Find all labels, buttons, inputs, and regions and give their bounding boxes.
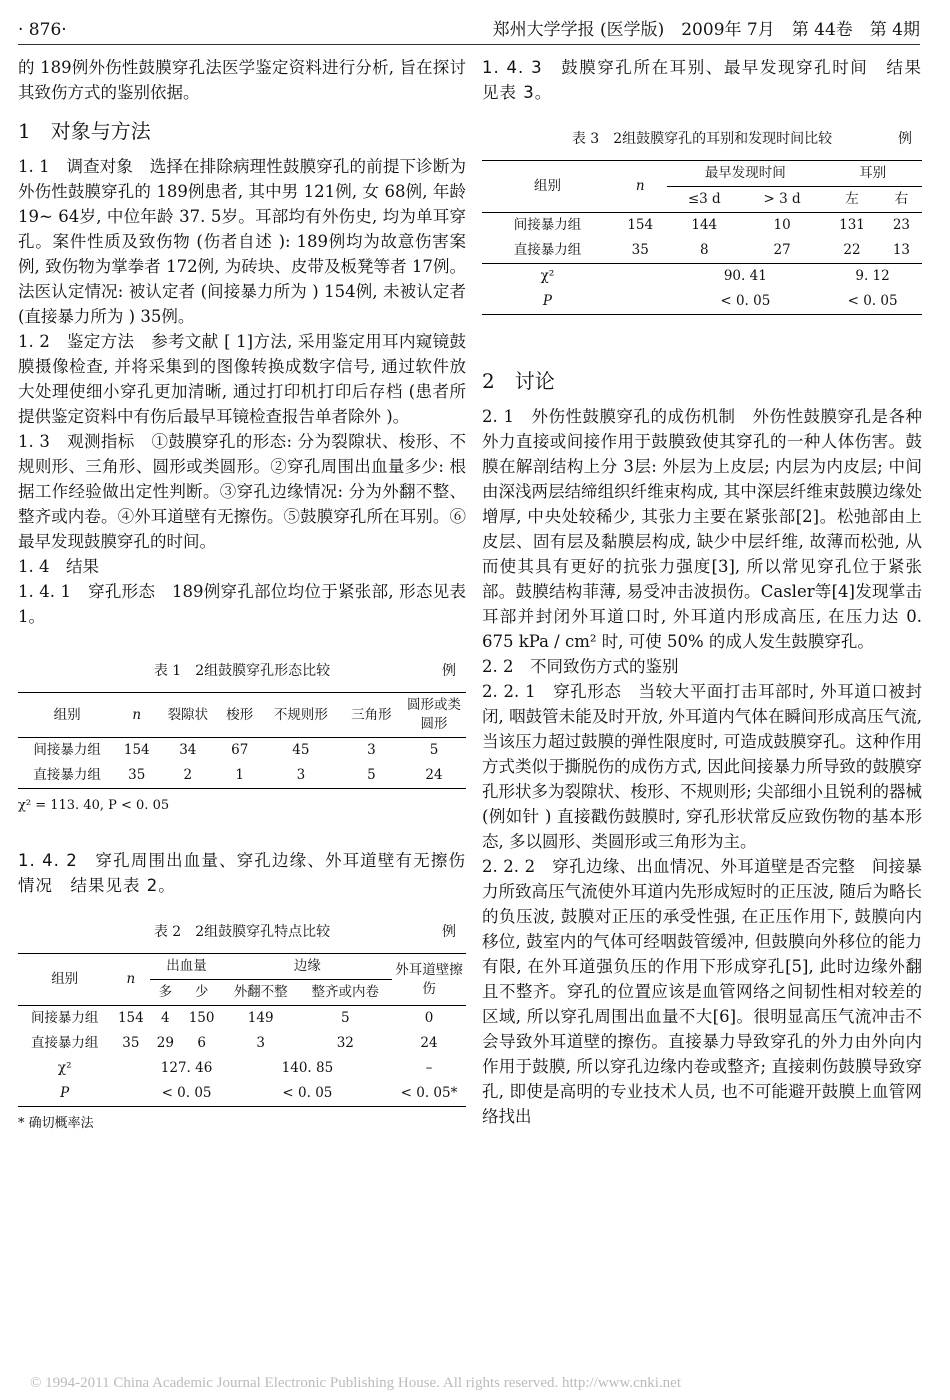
para-2-2-1: 2. 2. 1 穿孔形态 当较大平面打击耳部时, 外耳道口被封闭, 咽鼓管未能及时开放, 外耳道内气体在瞬间形成高压气流, 当该压力超过鼓膜的弹性限度时, 可造成鼓膜穿孔。这种作用方式类似于撕脱伤的成伤方式, 因此间接暴力所导致的鼓膜穿孔形状多为裂隙状、梭形、不规则形; 尖部细小且锐利的器械 (例如针 ) 直接戳伤鼓膜时, 穿孔形状常反应致伤物的基本形态, 多以圆形、类圆形或三角形为主。: [482, 682, 922, 851]
para-1-1: 1. 1 调查对象 选择在排除病理性鼓膜穿孔的前提下诊断为外伤性鼓膜穿孔的 189例患者, 其中男 121例, 女 68例, 年龄 19~ 64岁, 中位年龄 37. 5岁。耳部均有外伤史, 均为单耳穿孔。案件性质及致伤物 (伤者自述 ): 189例均为故意伤害案例, 致伤物为掌拳者 172例, 为砖块、皮带及板凳等者 17例。法医认定情况: 被认定者 (间接暴力所为 ) 154例, 未被认定者 (直接暴力所为 ) 35例。: [18, 157, 466, 326]
table-row: 间接暴力组 154 34 67 45 3 5: [33, 742, 439, 758]
table-row: 直接暴力组 35 29 6 3 32 24: [30, 1035, 438, 1051]
table-2: 组别 n 出血量 边缘 外耳道壁擦伤 多 少 外翻不整 整齐或内卷 间接暴力组 154 4 150 149 5 0 直接暴力组 35 29 6 3 32 24 χ² 127. 46 140. 85 – P < 0. 05 < 0. 05 < 0. 05*: [18, 953, 466, 1107]
table-1-header: 组别 n 裂隙状 梭形 不规则形 三角形 圆形或类圆形: [18, 693, 466, 738]
table-row: 直接暴力组 35 2 1 3 5 24: [18, 763, 466, 789]
left-column: [18, 55, 466, 1136]
table-3-unit: 例: [898, 131, 912, 147]
table-row: 间接暴力组 154 144 10 131 23: [513, 217, 911, 233]
table-1-caption: 表 1 2组鼓膜穿孔形态比较 例: [18, 659, 466, 684]
para-1-4: 1. 4 结果: [18, 557, 99, 576]
copyright-footer: © 1994-2011 China Academic Journal Electronic Publishing House. All rights reserved. http://www.cnki.net: [30, 1375, 682, 1391]
table-row: χ² 90. 41 9. 12: [540, 268, 890, 284]
para-2-1: 2. 1 外伤性鼓膜穿孔的成伤机制 外伤性鼓膜穿孔是各种外力直接或间接作用于鼓膜致使其穿孔的一种人体伤害。鼓膜在解剖结构上分 3层: 外层为上皮层; 内层为内皮层; 中间由深浅两层结缔组织纤维束构成, 其中深层纤维束鼓膜边缘处增厚, 中央处较稀少, 其张力主要在紧张部[2]。松弛部由上皮层、固有层及黏膜层构成, 缺少中层纤维, 故薄而松弛, 从而使其具有更好的抗张力强度[3], 所以常见穿孔位于紧张部。鼓膜结构菲薄, 易受冲击波损伤。Casler等[4]发现掌击耳部并封闭外耳道口时, 外耳道内形成高压, 在压力达 0. 675 kPa / cm² 时, 可使 50% 的成人发生鼓膜穿孔。: [482, 407, 922, 651]
table-row: P < 0. 05 < 0. 05 < 0. 05*: [18, 1081, 466, 1107]
table-row: χ² 127. 46 140. 85 –: [57, 1060, 433, 1076]
para-1-3: 1. 3 观测指标 ①鼓膜穿孔的形态: 分为裂隙状、梭形、不规则形、三角形、圆形或类圆形。②穿孔周围出血量多少: 根据工作经验做出定性判断。③穿孔边缘情况: 分为外翻不整、整齐或内卷。④外耳道壁有无擦伤。⑤鼓膜穿孔所在耳别。⑥最早发现鼓膜穿孔的时间。: [18, 432, 466, 551]
para-1-4-3: 1. 4. 3 鼓膜穿孔所在耳别、最早发现穿孔时间 结果见表 3。: [482, 58, 922, 102]
para-1-2: 1. 2 鉴定方法 参考文献 [ 1]方法, 采用鉴定用耳内窥镜鼓膜摄像检查, 并将采集到的图像转换成数字信号, 通过软件放大处理使细小穿孔更加清晰, 通过打印机打印后存档 (患者所提供鉴定资料中有伤后最早耳镜检查报告单者除外 )。: [18, 332, 466, 426]
table-row: 直接暴力组 35 8 27 22 13: [482, 238, 922, 264]
para-2-2: 2. 2 不同致伤方式的鉴别: [482, 657, 679, 676]
journal-info: 郑州大学学报 (医学版) 2009年 7月 第 44卷 第 4期: [492, 20, 920, 40]
para-1-4-2: 1. 4. 2 穿孔周围出血量、穿孔边缘、外耳道壁有无擦伤情况 结果见表 2。: [18, 851, 466, 895]
page-header: [18, 10, 920, 45]
table-2-note: * 确切概率法: [18, 1116, 94, 1131]
page-number: · 876·: [18, 20, 67, 40]
para-1-4-1: 1. 4. 1 穿孔形态 189例穿孔部位均位于紧张部, 形态见表 1。: [18, 582, 466, 626]
table-1-unit: 例: [442, 663, 456, 679]
table-2-caption: 表 2 2组鼓膜穿孔特点比较 例: [18, 920, 466, 945]
section-2-title: 2 讨论: [482, 369, 555, 393]
table-row: P < 0. 05 < 0. 05: [482, 289, 922, 315]
right-column: [482, 55, 922, 1129]
table-2-unit: 例: [442, 924, 456, 940]
table-1-note: χ² = 113. 40, P < 0. 05: [18, 798, 170, 813]
table-row: 间接暴力组 154 4 150 149 5 0: [30, 1010, 434, 1026]
table-3: 组别 n 最早发现时间 耳别 ≤3 d > 3 d 左 右 间接暴力组 154 144 10 131 23 直接暴力组 35 8 27 22 13 χ² 90. 41 9. 12 P < 0. 05 < 0. 05: [482, 160, 922, 315]
intro-text: 的 189例外伤性鼓膜穿孔法医学鉴定资料进行分析, 旨在探讨其致伤方式的鉴别依据。: [18, 58, 466, 102]
section-1-title: 1 对象与方法: [18, 119, 151, 143]
table-1: [18, 692, 466, 789]
table-3-caption: 表 3 2组鼓膜穿孔的耳别和发现时间比较 例: [482, 127, 922, 152]
para-2-2-2: 2. 2. 2 穿孔边缘、出血情况、外耳道壁是否完整 间接暴力所致高压气流使外耳道内先形成短时的正压波, 随后为略长的负压波, 鼓膜对正压的承受性强, 在正压作用下, 鼓膜向内移位, 鼓室内的气体可经咽鼓管缓冲, 但鼓膜向外移位的能力有限, 在外耳道强负压的作用下形成穿孔[5], 此时边缘外翻且不整齐。穿孔的位置应该是血管网络之间韧性相对较差的区域, 所以穿孔周围出血量不大[6]。很明显高压气流冲击不会导致外耳道壁的擦伤。直接暴力导致穿孔的外力由外向内作用于鼓膜, 所以穿孔边缘内卷或整齐; 直接刺伤鼓膜导致穿孔, 即使是高明的专业技术人员, 也不可能避开鼓膜上血管网络找出: [482, 857, 922, 1126]
